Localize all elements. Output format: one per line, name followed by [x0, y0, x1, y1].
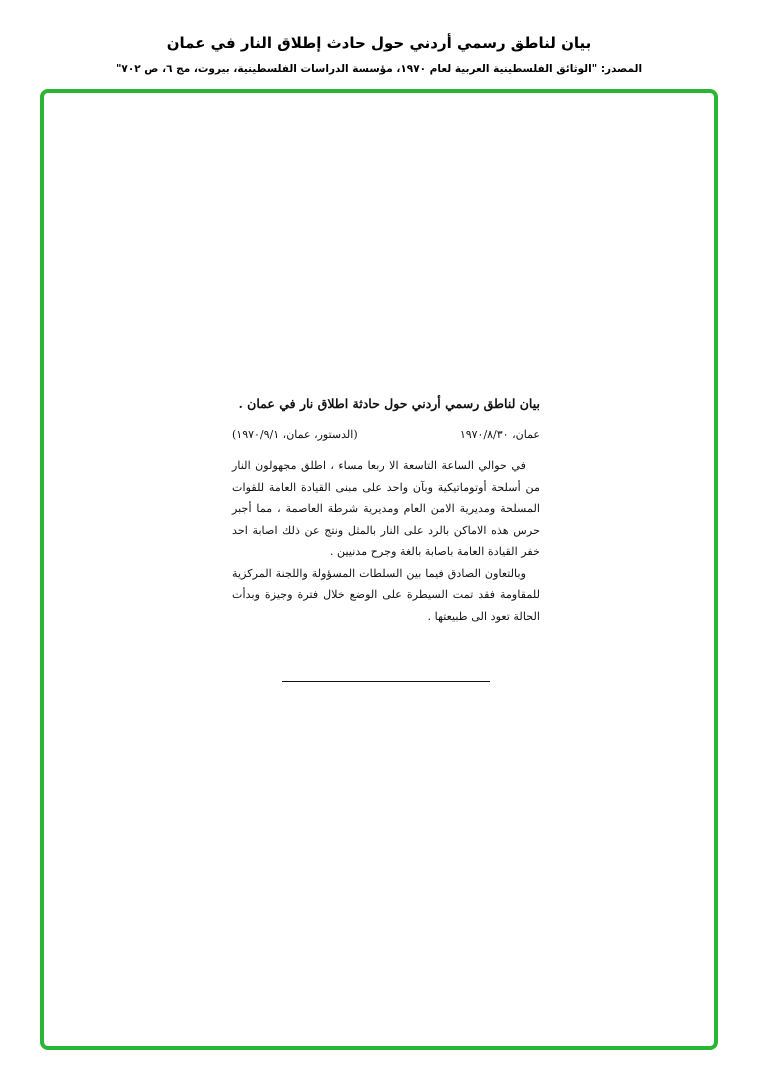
- page-title: بيان لناطق رسمي أردني حول حادث إطلاق النار في عمان: [166, 34, 592, 52]
- document-title: بيان لناطق رسمي أردني حول حادثة اطلاق نار في عمان .: [238, 396, 540, 411]
- scanned-document: [232, 395, 540, 627]
- document-source-ref: (الدستور، عمان، ١٩٧٠/٩/١): [232, 428, 358, 441]
- document-paragraph-1: في حوالي الساعة التاسعة الا ربعا مساء ، اطلق مجهولون النار من أسلحة أوتوماتيكية وبآن واحد على مبنى القيادة العامة للقوات المسلحة ومديرية الامن العام ومديرية شرطة العاصمة ، مما أجبر حرس هذه الاماكن بالرد على النار بالمثل ونتج عن ذلك اصابة احد خفر القيادة العامة باصابة بالغة وجرح مدنيين .: [232, 459, 540, 558]
- document-place-date: عمان، ١٩٧٠/٨/٣٠: [459, 428, 540, 441]
- source-citation: المصدر: "الوثائق الفلسطينية العربية لعام ١٩٧٠، مؤسسة الدراسات الفلسطينية، بيروت، مج ٦، ص ٧٠٢": [115, 63, 643, 75]
- end-divider: [282, 681, 490, 682]
- document-paragraph-2: وبالتعاون الصادق فيما بين السلطات المسؤولة واللجنة المركزية للمقاومة فقد تمت السيطرة على الوضع خلال فترة وجيزة وبدأت الحالة تعود الى طبيعتها .: [232, 566, 540, 623]
- document-dateline: [232, 427, 540, 443]
